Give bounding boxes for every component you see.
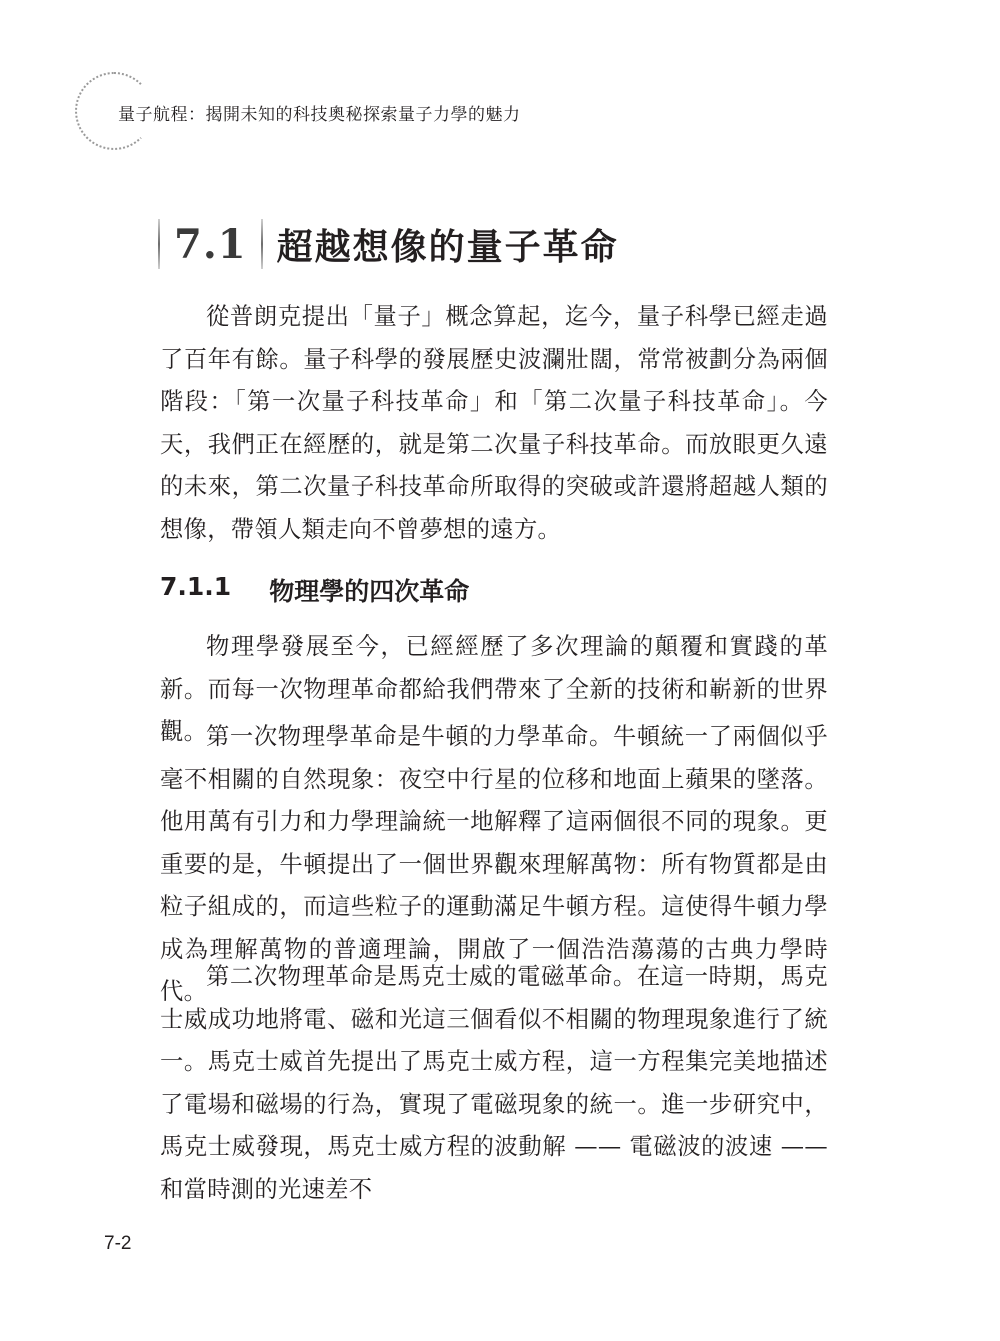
- heading-divider-right: [261, 219, 263, 269]
- page-number: 7-2: [104, 1233, 132, 1254]
- subsection-title: 物理學的四次革命: [269, 577, 470, 606]
- heading-divider-left: [158, 219, 160, 269]
- section-heading: [158, 216, 619, 272]
- section-number: 7.1: [174, 220, 247, 268]
- paragraph: 第一次物理學革命是牛頓的力學革命。牛頓統一了兩個似乎毫不相關的自然現象：夜空中行星的位移和地面上蘋果的墜落。他用萬有引力和力學理論統一地解釋了這兩個很不同的現象。更重要的是，牛頓提出了一個世界觀來理解萬物：所有物質都是由粒子組成的，而這些粒子的運動滿足牛頓方程。這使得牛頓力學成為理解萬物的普適理論，開啟了一個浩浩蕩蕩的古典力學時代。: [160, 723, 828, 1005]
- paragraph: 第二次物理革命是馬克士威的電磁革命。在這一時期，馬克士威成功地將電、磁和光這三個看似不相關的物理現象進行了統一。馬克士威首先提出了馬克士威方程，這一方程集完美地描述了電場和磁場的行為，實現了電磁現象的統一。進一步研究中，馬克士威發現，馬克士威方程的波動解 —— 電磁波的波速 —— 和當時測的光速差不: [160, 963, 828, 1203]
- section-title: 超越想像的量子革命: [276, 225, 619, 268]
- book-title: 量子航程：揭開未知的科技奧秘探索量子力學的魅力: [118, 105, 521, 125]
- subsection-number: 7.1.1: [160, 572, 232, 601]
- subsection-paragraph-3: [160, 956, 828, 1211]
- paragraph: 物理學發展至今，已經經歷了多次理論的顛覆和實踐的革新。而每一次物理革命都給我們帶來了全新的技術和嶄新的世界觀。: [160, 633, 828, 745]
- running-header: [75, 72, 675, 152]
- paragraph: 從普朗克提出「量子」概念算起，迄今，量子科學已經走過了百年有餘。量子科學的發展歷史波瀾壯闊，常常被劃分為兩個階段：「第一次量子科技革命」和「第二次量子科技革命」。今天，我們正在經歷的，就是第二次量子科技革命。而放眼更久遠的未來，第二次量子科技革命所取得的突破或許還將超越人類的想像，帶領人類走向不曾夢想的遠方。: [160, 303, 828, 543]
- section-intro: [160, 296, 828, 551]
- subsection-heading: [160, 572, 469, 608]
